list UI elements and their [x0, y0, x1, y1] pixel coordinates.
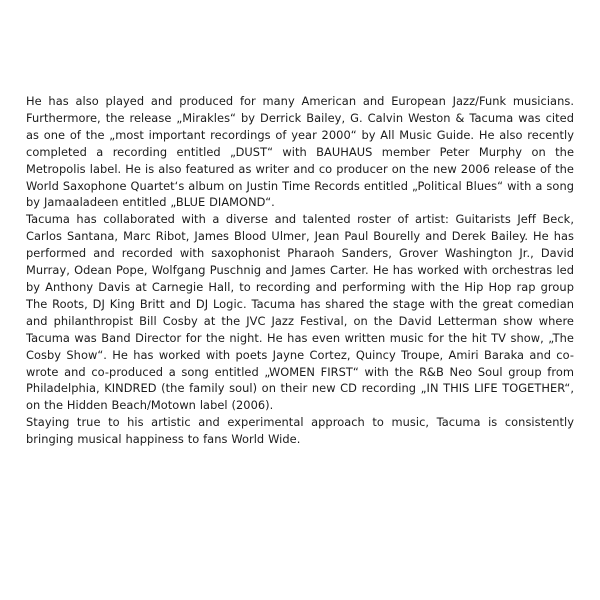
- paragraph-closing: Staying true to his artistic and experimental approach to music, Tacuma is consistently bringing musical happiness to fans World Wide.: [26, 415, 574, 447]
- paragraph-artist-roster: Tacuma has collaborated with a diverse and talented roster of artist: Guitarists Jeff Beck, Carlos Santana, Marc Ribot, James Blood Ulmer, Jean Paul Bourelly and Derek Bailey. He has performed and recorded with saxophonist Pharaoh Sanders, Grover Washington Jr., David Murray, Odean Pope, Wolfgang Puschnig and James Carter. He has worked with orchestras led by Anthony Davis at Carnegie Hall, to recording and performing with the Hip Hop rap group The Roots, DJ King Britt and DJ Logic. Tacuma has shared the stage with the great comedian and philanthropist Bill Cosby at the JVC Jazz Festival, on the David Letterman show where Tacuma was Band Director for the night. He has even written music for the hit TV show, „The Cosby Show“. He has worked with poets Jayne Cortez, Quincy Troupe, Amiri Baraka and co-wrote and co-produced a song entitled „WOMEN FIRST“ with the R&B Neo Soul group from Philadelphia, KINDRED (the family soul) on their new CD recording „IN THIS LIFE TOGETHER“, on the Hidden Beach/Motown label (2006).: [26, 212, 574, 413]
- paragraph-collaborations-recordings: He has also played and produced for many American and European Jazz/Funk musicians. Furthermore, the release „Mirakles“ by Derrick Bailey, G. Calvin Weston & Tacuma was cited as one of the „most important recordings of year 2000“ by All Music Guide. He also recently completed a recording entitled „DUST“ with BAUHAUS member Peter Murphy on the Metropolis label. He is also featured as writer and co producer on the new 2006 release of the World Saxophone Quartet‘s album on Justin Time Records entitled „Political Blues“ with a song by Jamaaladeen entitled „BLUE DIAMOND“.: [26, 94, 574, 210]
- biography-text: [26, 93, 574, 448]
